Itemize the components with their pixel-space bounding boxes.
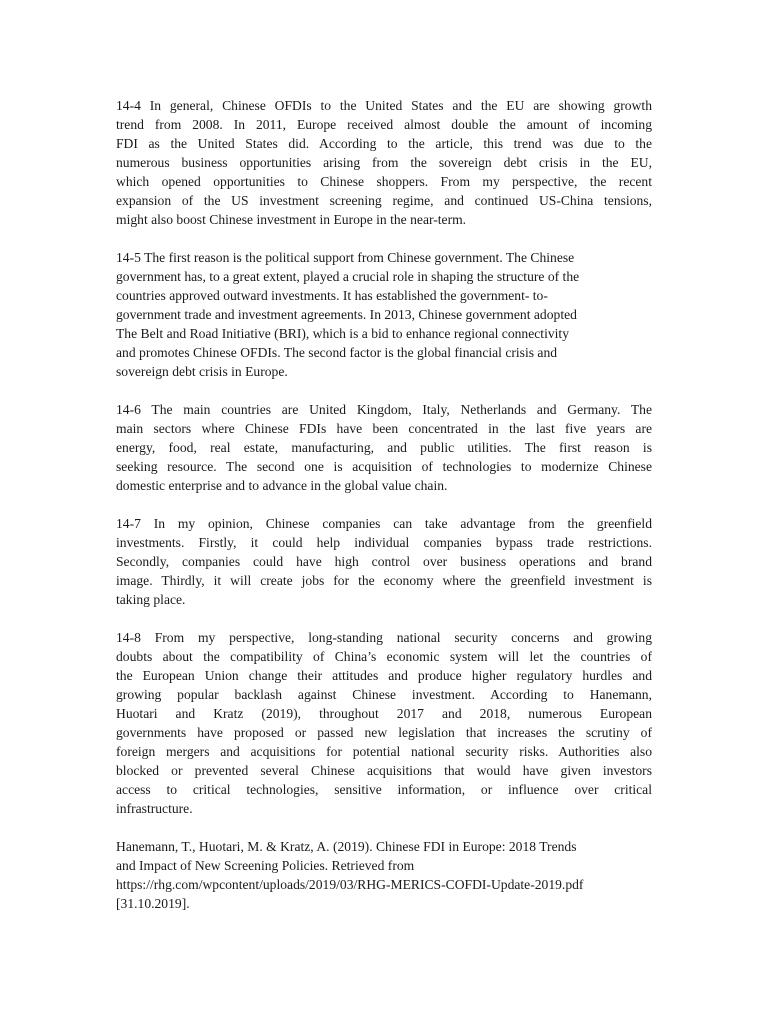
text-line: Huotari and Kratz (2019), throughout 2017 and 2018, numerous European [116, 706, 652, 721]
paragraph-14-7 [116, 514, 652, 609]
text-line: investments. Firstly, it could help individual companies bypass trade restrictions. [116, 535, 652, 550]
text-line: 14-6 The main countries are United Kingdom, Italy, Netherlands and Germany. The [116, 402, 652, 417]
text-line: growing popular backlash against Chinese investment. According to Hanemann, [116, 687, 652, 702]
paragraph-14-5 [116, 248, 652, 381]
text-line: 14-7 In my opinion, Chinese companies can take advantage from the greenfield [116, 516, 652, 531]
text-line: 14-5 The first reason is the political support from Chinese government. The Chinese [116, 250, 575, 265]
text-line: domestic enterprise and to advance in the global value chain. [116, 478, 448, 493]
paragraph-14-4 [116, 96, 652, 229]
text-line: access to critical technologies, sensitive information, or influence over critical [116, 782, 652, 797]
text-line: main sectors where Chinese FDIs have been concentrated in the last five years are [116, 421, 652, 436]
text-line: image. Thirdly, it will create jobs for the economy where the greenfield investment is [116, 573, 652, 588]
text-line: governments have proposed or passed new legislation that increases the scrutiny of [116, 725, 652, 740]
text-line: 14-8 From my perspective, long-standing national security concerns and growing [116, 630, 652, 645]
text-line: taking place. [116, 592, 186, 607]
reference-url: https://rhg.com/wpcontent/uploads/2019/03/RHG-MERICS-COFDI-Update-2019.pdf [116, 877, 584, 892]
text-line: government has, to a great extent, played a crucial role in shaping the structure of the [116, 269, 580, 284]
text-line: Hanemann, T., Huotari, M. & Kratz, A. (2019). Chinese FDI in Europe: 2018 Trends [116, 839, 577, 854]
text-line: and promotes Chinese OFDIs. The second factor is the global financial crisis and [116, 345, 558, 360]
text-line: government trade and investment agreements. In 2013, Chinese government adopted [116, 307, 577, 322]
text-line: numerous business opportunities arising from the sovereign debt crisis in the EU, [116, 155, 652, 170]
text-line: expansion of the US investment screening regime, and continued US-China tensions, [116, 193, 652, 208]
text-line: infrastructure. [116, 801, 193, 816]
text-line: foreign mergers and acquisitions for potential national security risks. Authorities also [116, 744, 652, 759]
reference-entry [116, 837, 652, 913]
text-line: 14-4 In general, Chinese OFDIs to the United States and the EU are showing growth [116, 98, 652, 113]
text-line: seeking resource. The second one is acquisition of technologies to modernize Chinese [116, 459, 652, 474]
text-line: energy, food, real estate, manufacturing, and public utilities. The first reason is [116, 440, 652, 455]
text-line: might also boost Chinese investment in Europe in the near-term. [116, 212, 467, 227]
text-line: FDI as the United States did. According to the article, this trend was due to the [116, 136, 652, 151]
text-line: doubts about the compatibility of China’s economic system will let the countries of [116, 649, 652, 664]
document-body [116, 96, 652, 932]
text-line: trend from 2008. In 2011, Europe received almost double the amount of incoming [116, 117, 652, 132]
paragraph-14-6 [116, 400, 652, 495]
text-line: blocked or prevented several Chinese acquisitions that would have given investors [116, 763, 652, 778]
text-line: which opened opportunities to Chinese shoppers. From my perspective, the recent [116, 174, 652, 189]
text-line: sovereign debt crisis in Europe. [116, 364, 288, 379]
paragraph-14-8 [116, 628, 652, 818]
text-line: and Impact of New Screening Policies. Retrieved from [116, 858, 415, 873]
text-line: Secondly, companies could have high control over business operations and brand [116, 554, 652, 569]
text-line: The Belt and Road Initiative (BRI), which is a bid to enhance regional connectivity [116, 326, 569, 341]
text-line: [31.10.2019]. [116, 896, 190, 911]
text-line: the European Union change their attitudes and produce higher regulatory hurdles and [116, 668, 652, 683]
text-line: countries approved outward investments. It has established the government- to- [116, 288, 548, 303]
